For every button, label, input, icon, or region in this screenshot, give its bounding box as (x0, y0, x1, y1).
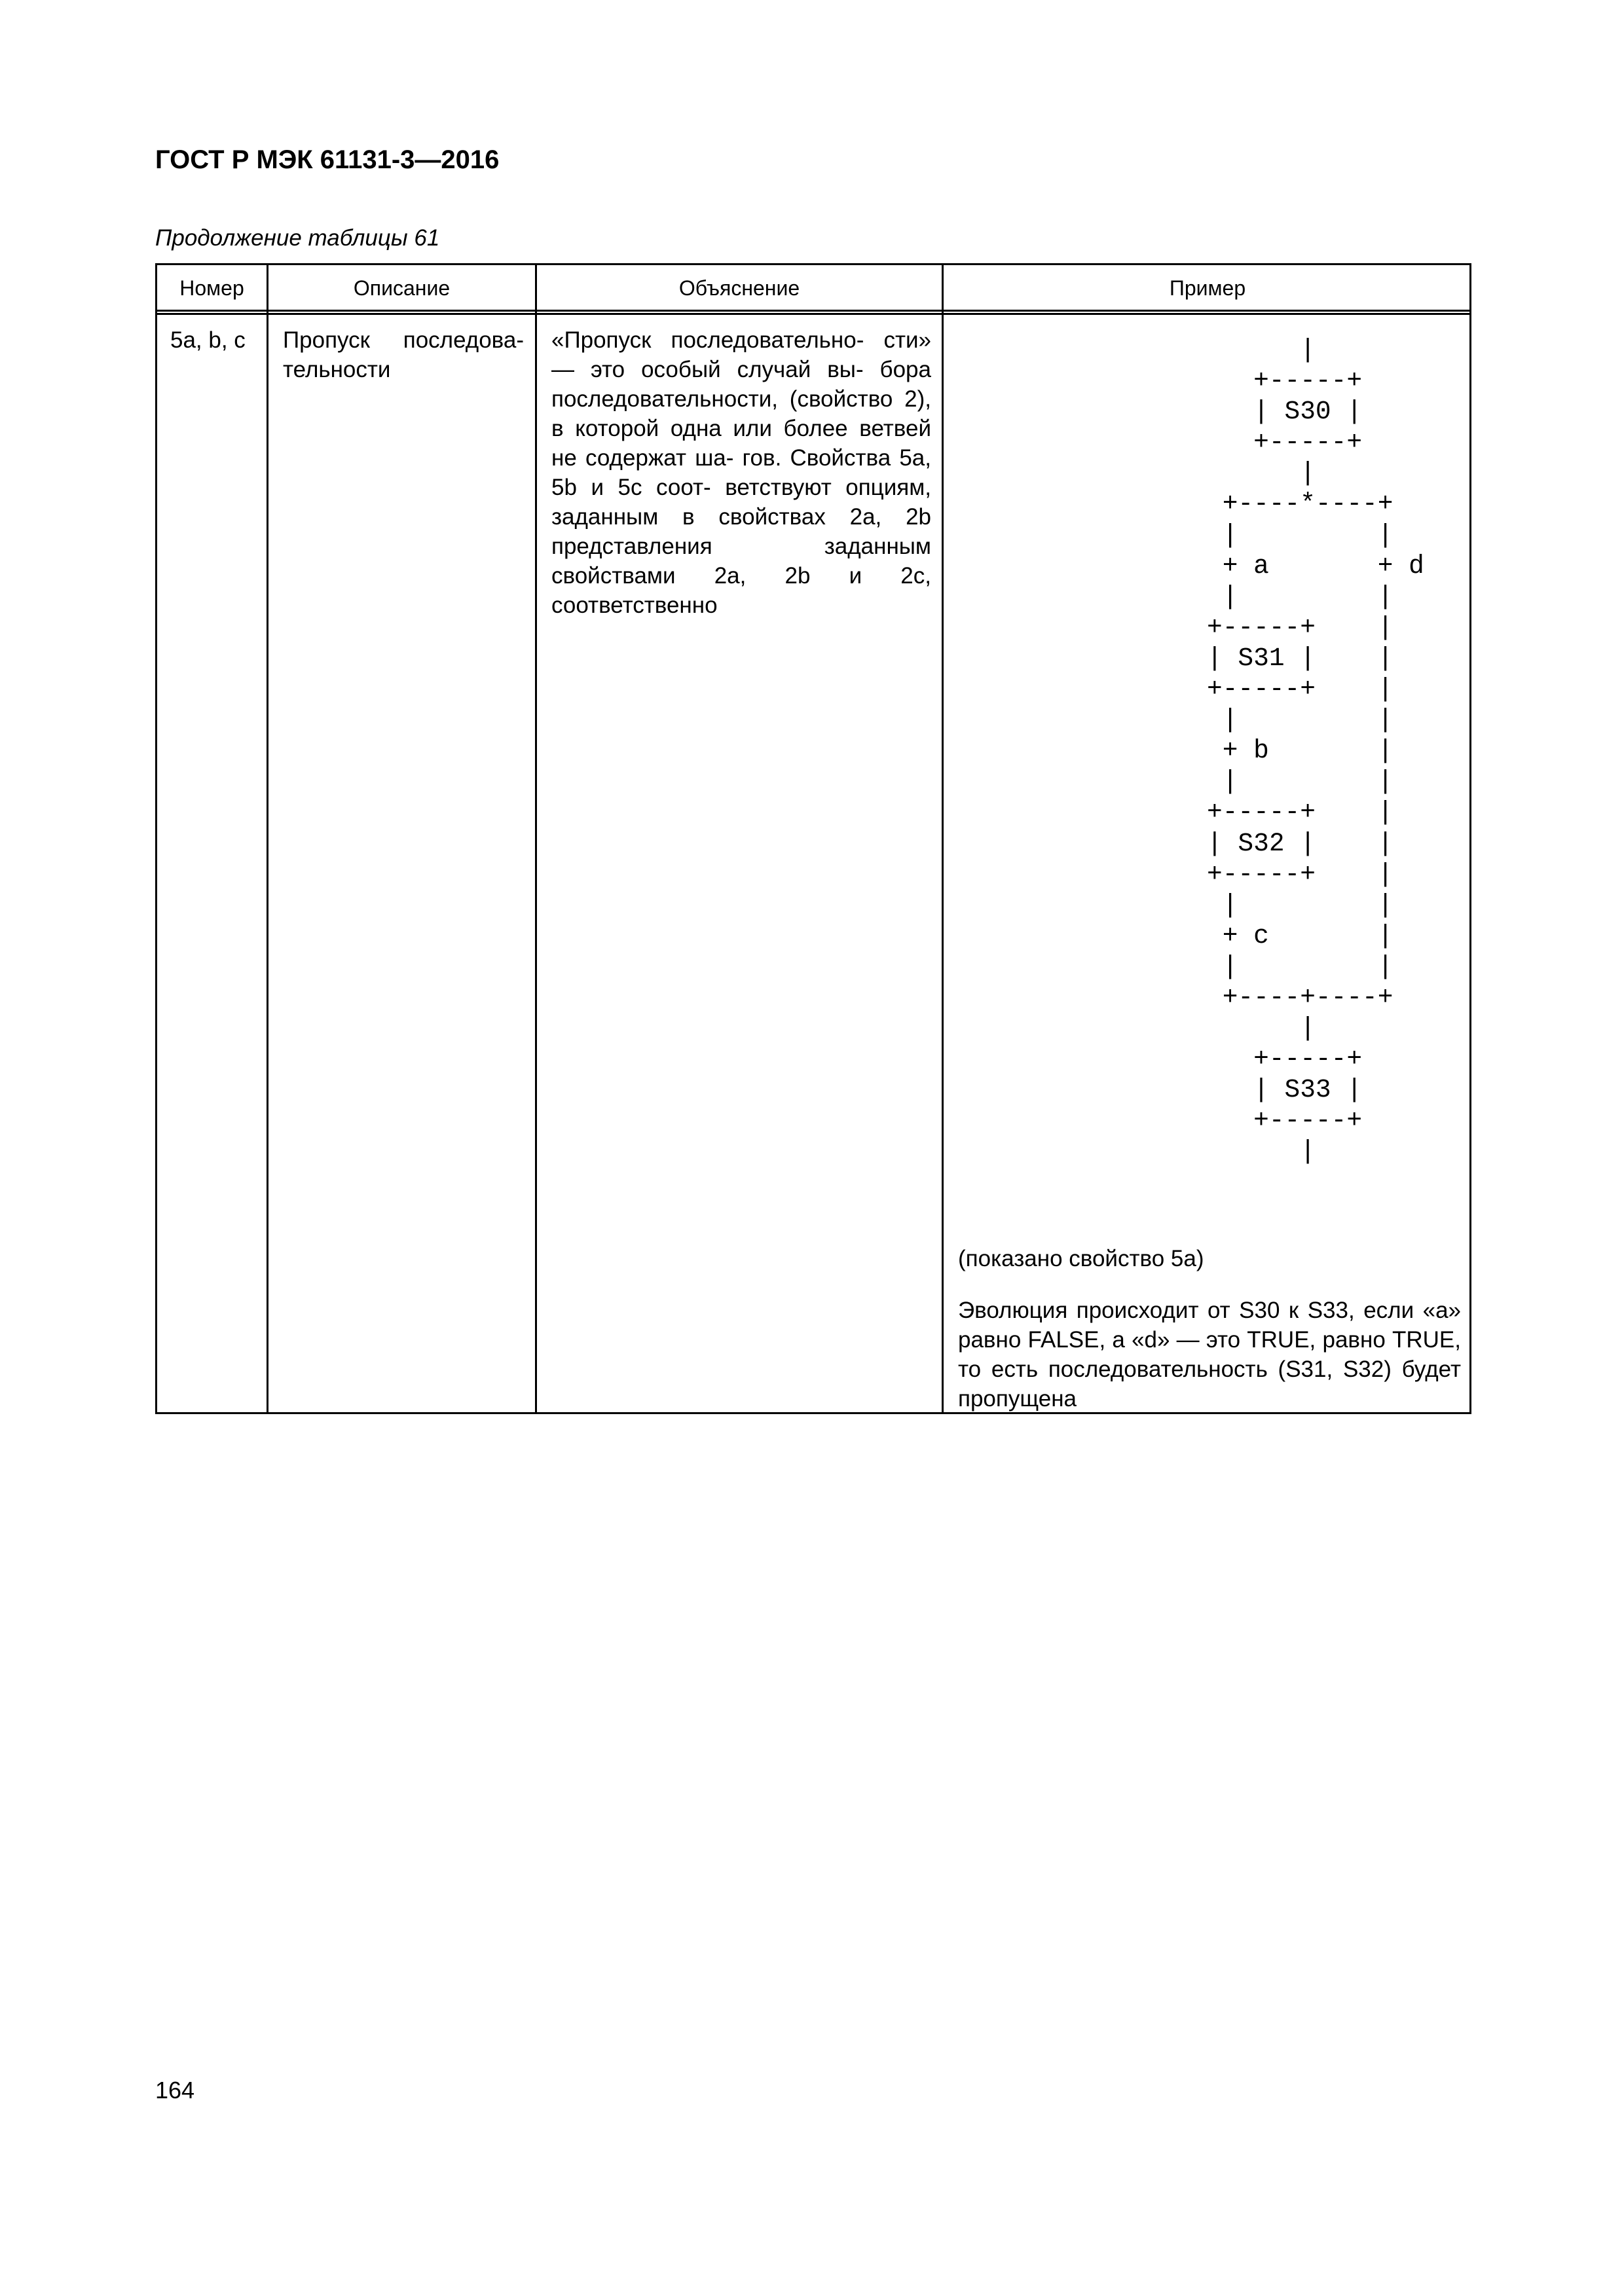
header-divider (157, 313, 1469, 315)
column-divider (535, 265, 537, 1412)
table-61 (155, 263, 1471, 1414)
column-header-number: Номер (179, 276, 244, 300)
row-description: Пропуск последова- тельности (283, 327, 524, 382)
page-number: 164 (155, 2077, 195, 2104)
row-number: 5a, b, c (170, 327, 246, 353)
document-header: ГОСТ Р МЭК 61131-3—2016 (155, 145, 500, 174)
example-note: (показано свойство 5а) (958, 1246, 1204, 1271)
column-divider (267, 265, 268, 1412)
column-header-description: Описание (353, 276, 451, 300)
column-divider (942, 265, 944, 1412)
example-explanation: Эволюция происходит от S30 к S33, если «а» равно FALSE, а «d» — это TRUE, равно TRUE, то есть последовательность (S31, S32) будет пропущена (958, 1298, 1461, 1412)
table-caption: Продолжение таблицы 61 (155, 225, 440, 251)
row-explanation: «Пропуск последовательно- сти» — это особый случай вы- бора последовательности, (свойство 2), в которой одна или более ветвей не содержат ша- гов. Свойства 5a, 5b и 5c соот- ветствуют опциям, заданным в свойствах 2a, 2b представления заданным свойствами 2a, 2b и 2c, соответственно (551, 327, 931, 618)
column-header-explanation: Объяснение (678, 276, 800, 300)
column-header-example: Пример (1169, 276, 1246, 300)
sequence-skip-diagram: | +-----+ | S30 | +-----+ | +----*----+ | | + a + d | | +-----+ | | S31 | | +-----+ | | | + b | | | +-----+ | | S32 | | +-----+ | | | + c | | | +----+----+ | +-----+ | S33 | +-----+ | (1207, 335, 1424, 1167)
